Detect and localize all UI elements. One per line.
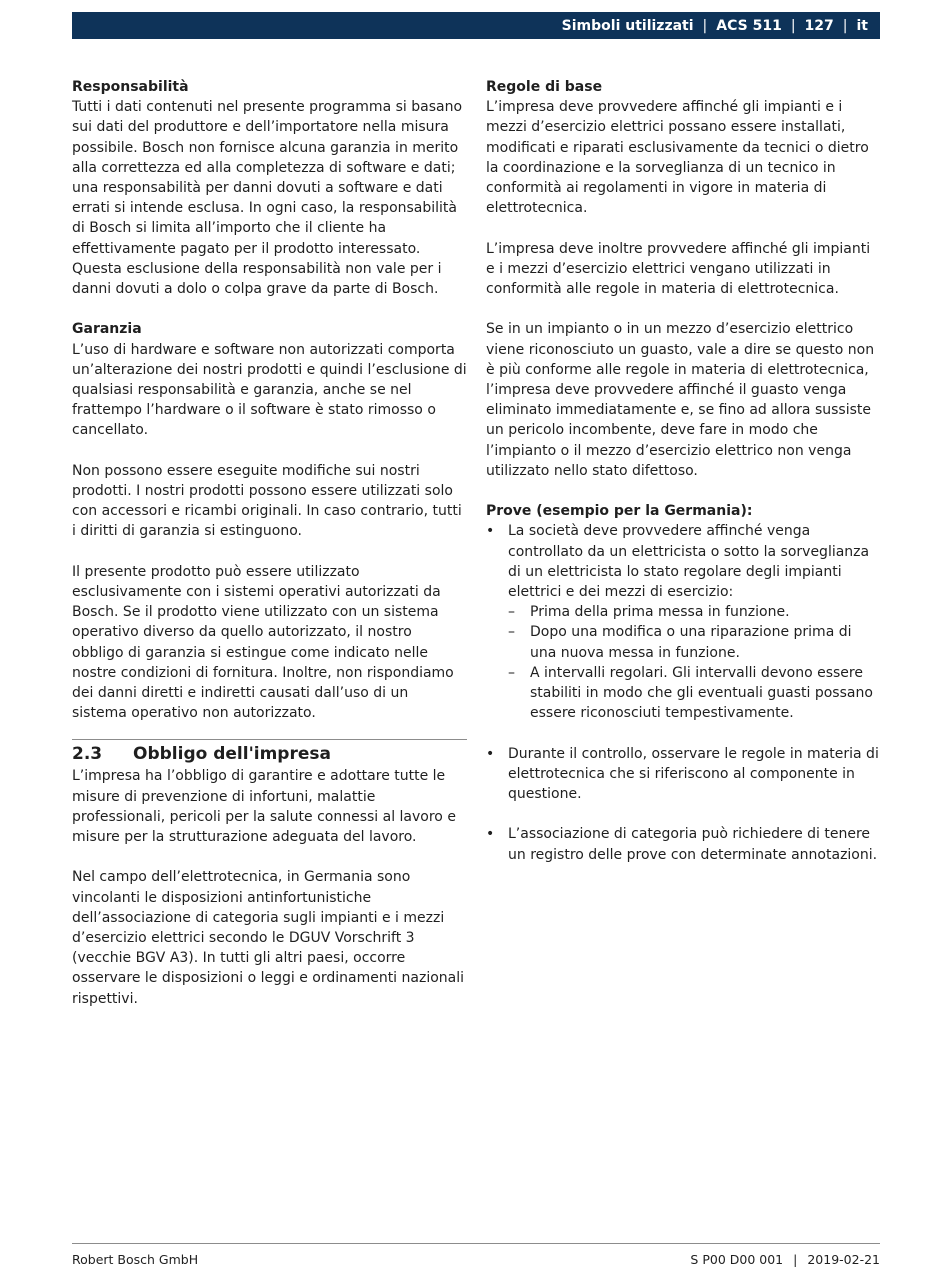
section-paragraph: L’impresa ha l’obbligo di garantire e adottare tutte le misure di prevenzione di infortuni, malattie professionali, pericoli per la salute connessi al lavoro e misure per la strutturazione adeguata del lavoro. <box>72 768 456 846</box>
page-footer <box>72 1243 880 1267</box>
footer-separator: | <box>793 1252 798 1267</box>
header-language: it <box>856 17 868 34</box>
dash-item: – Prima della prima messa in funzione. <box>508 602 881 622</box>
list-item: • L’associazione di categoria può richiedere di tenere un registro delle prove con determinate annotazioni. <box>486 824 881 864</box>
responsabilita-heading: Responsabilità <box>72 79 189 95</box>
header-separator: | <box>702 17 708 34</box>
footer-doc-info <box>690 1252 880 1267</box>
regole-heading: Regole di base <box>486 79 603 95</box>
dash-item: – A intervalli regolari. Gli intervalli devono essere stabiliti in modo che gli eventuali guasti possano essere riconosciuti tempestivamente. <box>508 663 881 724</box>
section-heading <box>72 743 467 766</box>
prove-heading: Prove (esempio per la Germania): <box>486 503 753 520</box>
prove-bullet-list <box>486 521 881 864</box>
section-2-3 <box>72 739 467 1008</box>
regole-paragraph: L’impresa deve inoltre provvedere affinché gli impianti e i mezzi d’esercizio elettrici vengano utilizzati in conformità alle regole in materia di elettrotecnica. <box>486 240 871 298</box>
garanzia-paragraph: L’uso di hardware e software non autorizzati comporta un’alterazione dei nostri prodotti e quindi l’esclusione di qualsiasi responsabilità e garanzia, anche se nel frattempo l’hardware o il software è stato rimosso o cancellato. <box>72 341 467 439</box>
regole-paragraph: L’impresa deve provvedere affinché gli impianti e i mezzi d’esercizio elettrici possano essere installati, modificati e riparati esclusivamente da tecnici o dietro la coordinazione e la sorveglianza di un tecnico in conformità ai regolamenti in vigore in materia di elettrotecnica. <box>486 99 869 217</box>
section-paragraph: Nel campo dell’elettrotecnica, in Germania sono vincolanti le disposizioni antinfortunistiche dell’associazione di categoria sugli impianti e i mezzi d’esercizio elettrici secondo le DGUV Vorschrift 3 (vecchie BGV A3). In tutti gli altri paesi, occorre osservare le disposizioni o leggi e ordinamenti nazionali rispettivi. <box>72 869 465 1007</box>
right-column <box>486 77 881 885</box>
header-section-title: Simboli utilizzati <box>561 17 694 34</box>
garanzia-heading: Garanzia <box>72 321 142 338</box>
left-column <box>72 77 467 1009</box>
header-separator: | <box>842 17 848 34</box>
list-item: • Durante il controllo, osservare le regole in materia di elettrotecnica che si riferiscono al componente in questione. <box>486 744 881 805</box>
bullet-text: La società deve provvedere affinché venga controllato da un elettricista o sotto la sorveglianza di un elettricista lo stato regolare degli impianti elettrici e dei mezzi di esercizio: <box>508 523 870 601</box>
garanzia-paragraph: Il presente prodotto può essere utilizzato esclusivamente con i sistemi operativi autorizzati da Bosch. Se il prodotto viene utilizzato con un sistema operativo diverso da quello autorizzato, il nostro obbligo di garanzia si estingue come indicato nelle nostre condizioni di fornitura. Inoltre, non rispondiamo dei danni diretti e indiretti causati dall’uso di un sistema operativo non autorizzato. <box>72 563 454 722</box>
dash-item: – Dopo una modifica o una riparazione prima di una nuova messa in funzione. <box>508 622 881 662</box>
responsabilita-text: Tutti i dati contenuti nel presente programma si basano sui dati del produttore e dell’importatore nella misura possibile. Bosch non fornisce alcuna garanzia in merito alla correttezza ed alla completezza di software e dati; una responsabilità per danni dovuti a software e dati errati si intende esclusa. In ogni caso, la responsabilità di Bosch si limita all’importo che il cliente ha effettivamente pagato per il prodotto interessato. Questa esclusione della responsabilità non vale per i danni dovuti a dolo o colpa grave da parte di Bosch. <box>72 99 463 298</box>
header-separator: | <box>790 17 796 34</box>
header-product: ACS 511 <box>716 17 782 34</box>
section-title: Obbligo dell'impresa <box>133 744 331 765</box>
footer-company: Robert Bosch GmbH <box>72 1252 199 1267</box>
header-page-number: 127 <box>804 17 834 34</box>
dash-list <box>508 602 881 723</box>
section-number: 2.3 <box>72 744 103 765</box>
regole-paragraph: Se in un impianto o in un mezzo d’esercizio elettrico viene riconosciuto un guasto, vale a dire se questo non è più conforme alle regole in materia di elettrotecnica, l’impresa deve provvedere affinché il guasto venga eliminato immediatamente e, se fino ad allora sussiste un pericolo incombente, deve fare in modo che l’impianto o il mezzo d’esercizio elettrico non venga utilizzato nello stato difettoso. <box>486 321 875 479</box>
garanzia-paragraph: Non possono essere eseguite modifiche sui nostri prodotti. I nostri prodotti possono essere utilizzati solo con accessori e ricambi originali. In caso contrario, tutti i diritti di garanzia si estinguono. <box>72 462 462 540</box>
list-item <box>486 521 881 723</box>
page-header-bar <box>72 12 880 39</box>
footer-date: 2019-02-21 <box>807 1252 880 1267</box>
footer-doc-number: S P00 D00 001 <box>690 1252 784 1267</box>
